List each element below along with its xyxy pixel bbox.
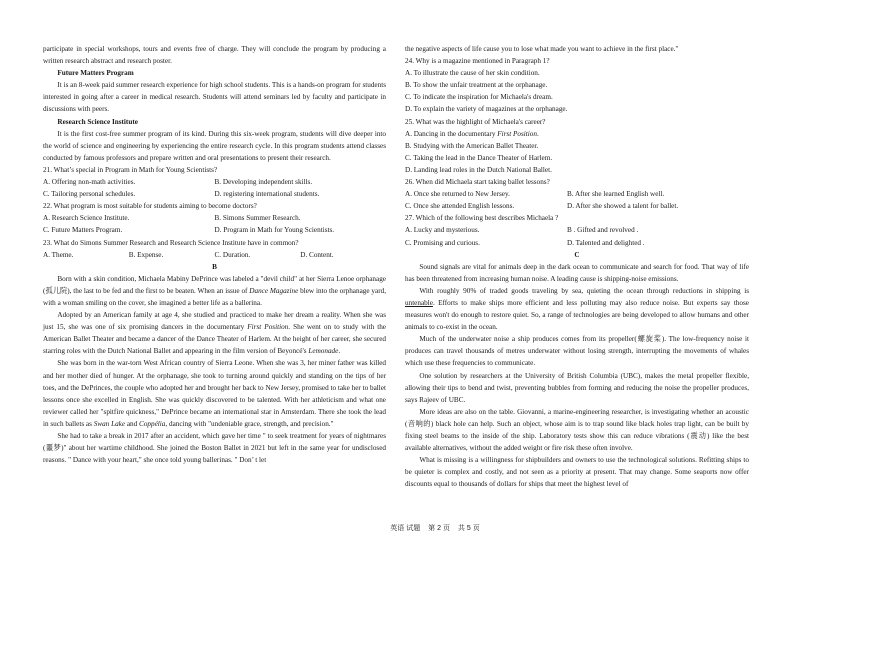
q27-stem: 27. Which of the following best describes Michaela ?	[405, 214, 559, 223]
section-b-heading: B	[212, 262, 217, 271]
q27-option-c: C. Promising and curious.	[405, 238, 480, 247]
right-column	[405, 43, 749, 490]
q22-options-row1	[43, 212, 386, 224]
q22-stem: 22. What program is most suitable for students aiming to become doctors?	[43, 202, 257, 211]
page-footer	[0, 523, 870, 535]
q21-option-a: A. Offering non-math activities.	[43, 178, 136, 187]
q22-option-d: D. Program in Math for Young Scientists.	[214, 226, 335, 235]
q23-option-a: A. Theme.	[43, 250, 74, 259]
q26-option-c: C. Once she attended English lessons.	[405, 202, 515, 211]
passage-c-paragraph-6: What is missing is a willingness for shipbuilders and owners to use the technological solutions. Refitting ships to be quieter is complex and costly, and not seen as a priority at present. That may change. Some seaports now offer discounts equal to thousands of dollars for ships that meet the highest level of	[405, 456, 749, 489]
q27-option-d: D. Talented and delighted .	[567, 238, 645, 247]
left-column	[43, 43, 386, 466]
q21-options-row1	[43, 176, 386, 188]
intro-tail-paragraph: participate in special workshops, tours and events free of charge. They will conclude the program by producing a written research abstract and research poster.	[43, 45, 386, 66]
q26-option-a: A. Once she returned to New Jersey.	[405, 190, 510, 199]
q27-option-b: B . Gifted and revolved .	[567, 226, 639, 235]
passage-c-paragraph-3: Much of the underwater noise a ship produces comes from its propeller(螺旋桨). The low-frequency noise it produces can travel thousands of metres underwater without losing strength, interrupting the movements of whales which use these frequencies to communicate.	[405, 335, 749, 368]
q26-stem: 26. When did Michaela start taking ballet lessons?	[405, 178, 550, 187]
q22-option-a: A. Research Science Institute.	[43, 214, 130, 223]
q21-option-d: D. registering international students.	[214, 190, 320, 199]
passage-c-paragraph-4: One solution by researchers at the University of British Columbia (UBC), makes the metal propeller flexible, allowing their tips to bend and twist, preventing bubbles from forming and reducing the noise the propeller produces, says Rajeev of UBC.	[405, 371, 749, 404]
passage-b-paragraph-2: Adopted by an American family at age 4, she studied and practiced to make her dream a reality. When she was just 15, she was one of six promising dancers in the documentary First Position. She went on to study with the American Ballet Theater and became a dancer of the Dance Theater of Harlem. At the height of her career, she secured starring roles with the Dutch National Ballet and appearing in the film version of Beyoncé's Lemonade.	[43, 311, 386, 356]
q24-option-d: D. To explain the variety of magazines at the orphanage.	[405, 105, 568, 114]
footer-total: 共 5 页	[457, 525, 480, 532]
q26-options-row2	[405, 200, 749, 212]
q23-options	[43, 249, 386, 261]
future-matters-text: It is an 8-week paid summer research experience for high school students. This is a hands-on program for students interested in going after a career in medical research. Students will attend seminars led by faculty and participate in discussions with peers.	[43, 81, 386, 114]
q27-options-row2	[405, 237, 749, 249]
passage-c-paragraph-5: More ideas are also on the table. Giovanni, a marine-engineering researcher, is investigating whether an acoustic (音响的) black hole can help. Such an object, whose aim is to trap sound like black holes trap light, can be built by fixing steel beams to the inside of the ship. Laboratory tests show this can reduce vibrations (震动) like the best available alternatives, without the added weight or fire risk these often involve.	[405, 407, 749, 453]
rsi-heading: Research Science Institute	[57, 117, 138, 126]
passage-b-paragraph-4: She had to take a break in 2017 after an accident, which gave her time " to seek treatment for years of nightmares (噩梦)" about her wartime childhood. She joined the Boston Ballet in 2021 but left in the same year for undisclosed reasons. " Dance with your heart," she once told young ballerinas. " Don’ t let	[43, 432, 386, 465]
q24-option-b: B. To show the unfair treatment at the orphanage.	[405, 81, 548, 90]
q27-option-a: A. Lucky and mysterious.	[405, 226, 480, 235]
q25-option-a: A. Dancing in the documentary First Position.	[405, 129, 539, 138]
passage-b-paragraph-4-tail: the negative aspects of life cause you to lose what made you want to achieve in the first place."	[405, 45, 679, 53]
q23-option-c: C. Duration.	[214, 250, 251, 259]
q24-option-c: C. To indicate the inspiration for Michaela's dream.	[405, 93, 553, 102]
q22-option-c: C. Future Matters Program.	[43, 226, 123, 235]
passage-c-paragraph-1: Sound signals are vital for animals deep in the dark ocean to communicate and search for food. That way of life has been threatened from increasing human noise. A leading cause is shipping-noise emissions.	[405, 262, 749, 283]
q23-option-d: D. Content.	[300, 250, 334, 259]
q26-option-b: B. After she learned English well.	[567, 190, 665, 199]
q22-option-b: B. Simons Summer Research.	[214, 214, 301, 223]
q22-options-row2	[43, 224, 386, 236]
q25-option-b: B. Studying with the American Ballet Theater.	[405, 141, 539, 150]
q25-option-d: D. Landing lead roles in the Dutch National Ballet.	[405, 165, 552, 174]
q24-stem: 24. Why is a magazine mentioned in Paragraph 1?	[405, 57, 550, 66]
section-c-heading: C	[574, 250, 580, 259]
q21-option-c: C. Tailoring personal schedules.	[43, 190, 136, 199]
rsi-text: It is the first cost-free summer program of its kind. During this six-week program, students will dive deeper into the world of science and engineering by experiencing the entire research cycle. In this program students attend classes conducted by famous professors and prepare written and oral presentations to present their research.	[43, 129, 386, 162]
q24-option-a: A. To illustrate the cause of her skin condition.	[405, 69, 540, 78]
q23-option-b: B. Expense.	[128, 250, 164, 259]
q25-option-c: C. Taking the lead in the Dance Theater of Harlem.	[405, 153, 553, 162]
q26-option-d: D. After she showed a talent for ballet.	[567, 202, 679, 211]
passage-c-paragraph-2: With roughly 90% of traded goods traveling by sea, quieting the ocean through reductions in shipping is untenable. Efforts to make ships more efficient and less polluting may also reduce noise. But experts say those measures won't do enough to restore quiet. So, a range of technologies are being developed to allow humans and other animals to co-exist in the ocean.	[405, 286, 749, 332]
future-matters-heading: Future Matters Program	[57, 69, 134, 78]
q25-stem: 25. What was the highlight of Michaela's career?	[405, 117, 546, 126]
q26-options-row1	[405, 188, 749, 200]
footer-page: 第 2 页	[428, 525, 450, 532]
q23-stem: 23. What do Simons Summer Research and Research Science Institute have in common?	[43, 238, 299, 247]
passage-b-paragraph-1: Born with a skin condition, Michaela Mabiny DePrince was labeled a "devil child" at her Sierra Lenoe orphanage (孤儿院), the last to be fed and the first to be beaten. When an issue of Dance Magazine blew into the orphanage yard, with a woman smiling on the cover, she imagined a better life as a ballerina.	[43, 274, 386, 307]
q27-options-row1	[405, 224, 749, 236]
passage-b-paragraph-3: She was born in the war-torn West African country of Sierra Leone. When she was 3, her miner father was killed and her mother died of hunger. At the orphanage, she took to turning around quickly and standing on the tips of her toes, and the DePrinces, the couple who adopted her and brought her back to New Jersey, promised to take her to ballet lessons once she excelled in English. She was quickly discovered to be talented. With her athleticism and what one reviewer called her "spitfire quickness," DePrince became an international star in Amsterdam. There she took the lead in such ballets as Swan Lake and Coppélia, dancing with "undeniable grace, strength, and precision."	[43, 359, 386, 428]
footer-subject: 英语 试题	[390, 525, 421, 532]
q21-options-row2	[43, 188, 386, 200]
q21-option-b: B. Developing independent skills.	[214, 178, 313, 187]
q21-stem: 21. What’s special in Program in Math for Young Scientists?	[43, 165, 218, 174]
